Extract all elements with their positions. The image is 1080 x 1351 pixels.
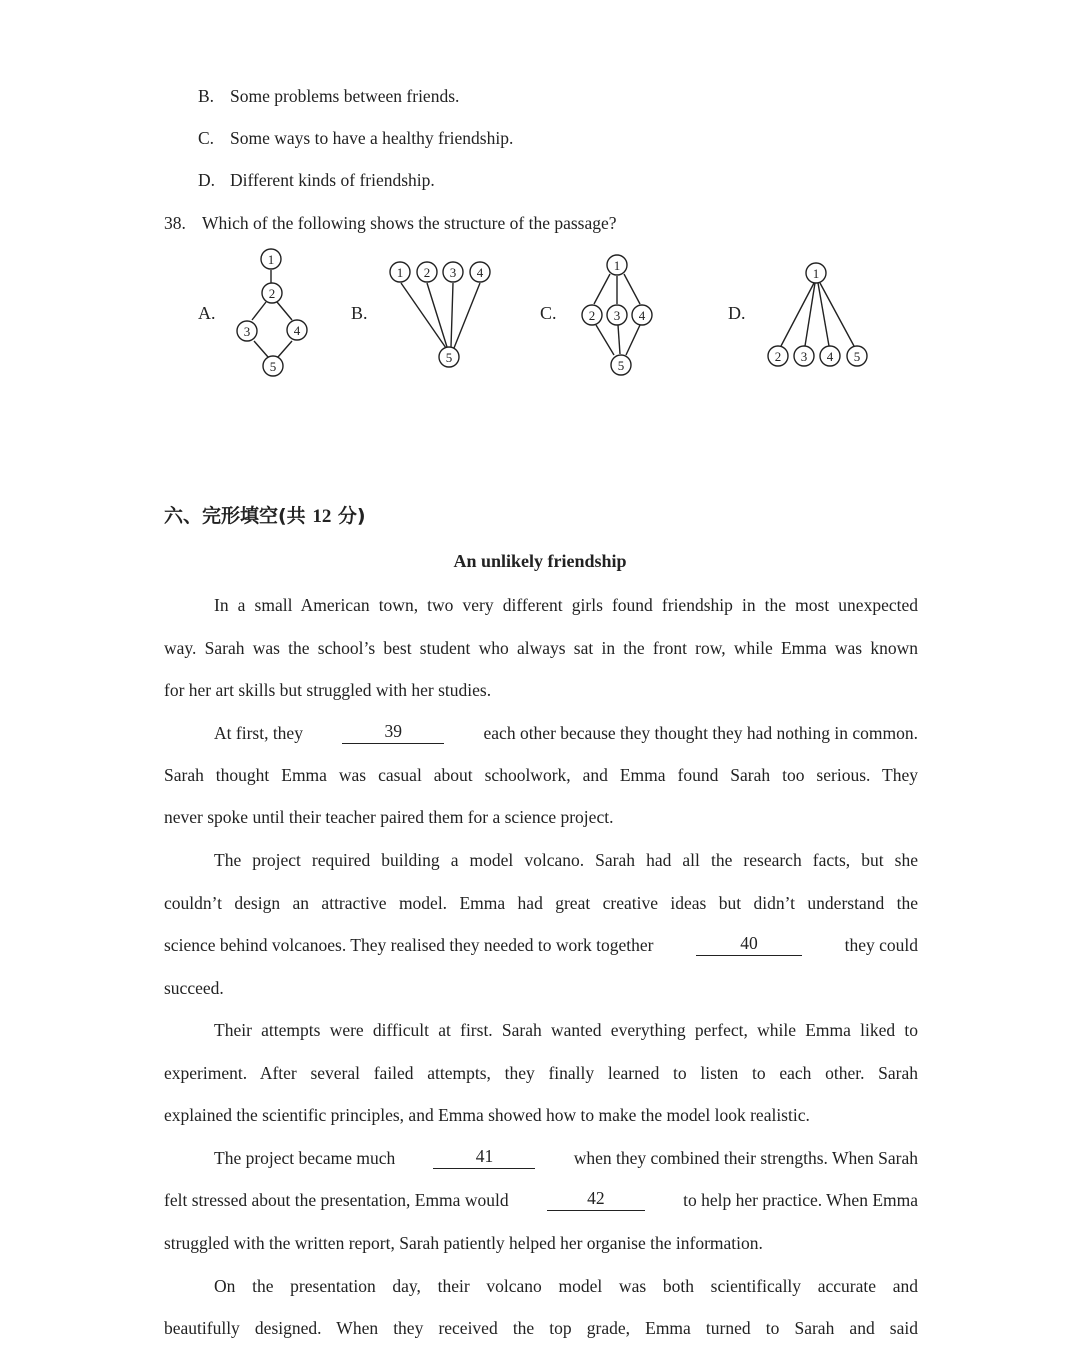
paragraph-line: Their attempts were difficult at first. Sarah wanted everything perfect, while Emma liked to xyxy=(214,1020,918,1040)
structure-diagrams xyxy=(0,245,1080,385)
blank-41[interactable]: 41 xyxy=(433,1147,535,1169)
paragraph-line: way. Sarah was the school’s best student who always sat in the front row, while Emma was known xyxy=(164,638,918,658)
diagram-a-label[interactable]: A. xyxy=(198,303,216,323)
paragraph-line: couldn’t design an attractive model. Emma had great creative ideas but didn’t understand the xyxy=(164,893,918,913)
diagram-c-node: 5 xyxy=(617,358,625,373)
paragraph-line: experiment. After several failed attempts, they finally learned to listen to each other. Sarah xyxy=(164,1063,918,1083)
diagram-a-node: 5 xyxy=(269,359,277,374)
paragraph-line: explained the scientific principles, and Emma showed how to make the model look realistic. xyxy=(164,1105,810,1125)
paragraph-line: Sarah thought Emma was casual about schoolwork, and Emma found Sarah too serious. They xyxy=(164,765,918,785)
diagram-d-node: 1 xyxy=(812,266,820,281)
diagram-a xyxy=(237,249,307,376)
paragraph-line: The project required building a model volcano. Sarah had all the research facts, but she xyxy=(214,850,918,870)
paragraph-line: struggled with the written report, Sarah patiently helped her organise the information. xyxy=(164,1233,763,1253)
diagram-c-node: 3 xyxy=(613,308,621,323)
blank-40[interactable]: 40 xyxy=(696,934,802,956)
paragraph-line: At first, they 39 each other because they thought they had nothing in common. xyxy=(214,721,918,743)
paragraph-line: science behind volcanoes. They realised they needed to work together 40 they could xyxy=(164,933,918,955)
option-b[interactable]: B. Some problems between friends. xyxy=(198,86,460,106)
paragraph-line: never spoke until their teacher paired them for a science project. xyxy=(164,807,614,827)
option-d[interactable]: D. Different kinds of friendship. xyxy=(198,170,435,190)
section-heading: 六、完形填空(共 12 分) xyxy=(164,505,366,527)
diagram-a-node: 2 xyxy=(268,286,276,301)
diagram-b xyxy=(390,262,490,367)
diagram-a-node: 1 xyxy=(267,252,275,267)
diagram-b-node: 3 xyxy=(449,265,457,280)
diagram-d-node: 3 xyxy=(800,349,808,364)
diagram-b-node: 4 xyxy=(476,265,484,280)
blank-39[interactable]: 39 xyxy=(342,722,444,744)
paragraph-line: succeed. xyxy=(164,978,224,998)
paragraph-line: for her art skills but struggled with her studies. xyxy=(164,680,492,700)
diagram-b-node: 1 xyxy=(396,265,404,280)
paragraph-line: In a small American town, two very different girls found friendship in the most unexpected xyxy=(214,595,918,615)
diagram-b-label[interactable]: B. xyxy=(351,303,368,323)
blank-42[interactable]: 42 xyxy=(547,1189,645,1211)
diagram-c-node: 2 xyxy=(588,308,596,323)
diagram-b-node: 2 xyxy=(423,265,431,280)
paragraph-line: The project became much 41 when they combined their strengths. When Sarah xyxy=(214,1146,918,1168)
question-38: 38. Which of the following shows the structure of the passage? xyxy=(164,213,617,233)
paragraph-line: beautifully designed. When they received the top grade, Emma turned to Sarah and said xyxy=(164,1318,918,1338)
diagram-d-node: 5 xyxy=(853,349,861,364)
diagram-a-node: 4 xyxy=(293,323,301,338)
diagram-d-node: 4 xyxy=(826,349,834,364)
diagram-d-node: 2 xyxy=(774,349,782,364)
passage-title: An unlikely friendship xyxy=(453,551,627,571)
diagram-c-node: 1 xyxy=(613,258,621,273)
paragraph-line: On the presentation day, their volcano model was both scientifically accurate and xyxy=(214,1276,918,1296)
diagram-c-node: 4 xyxy=(638,308,646,323)
diagram-c-label[interactable]: C. xyxy=(540,303,557,323)
diagram-d-label[interactable]: D. xyxy=(728,303,746,323)
option-c[interactable]: C. Some ways to have a healthy friendship. xyxy=(198,128,514,148)
paragraph-line: felt stressed about the presentation, Emma would 42 to help her practice. When Emma xyxy=(164,1188,918,1210)
diagram-a-node: 3 xyxy=(243,324,251,339)
diagram-b-node: 5 xyxy=(445,350,453,365)
